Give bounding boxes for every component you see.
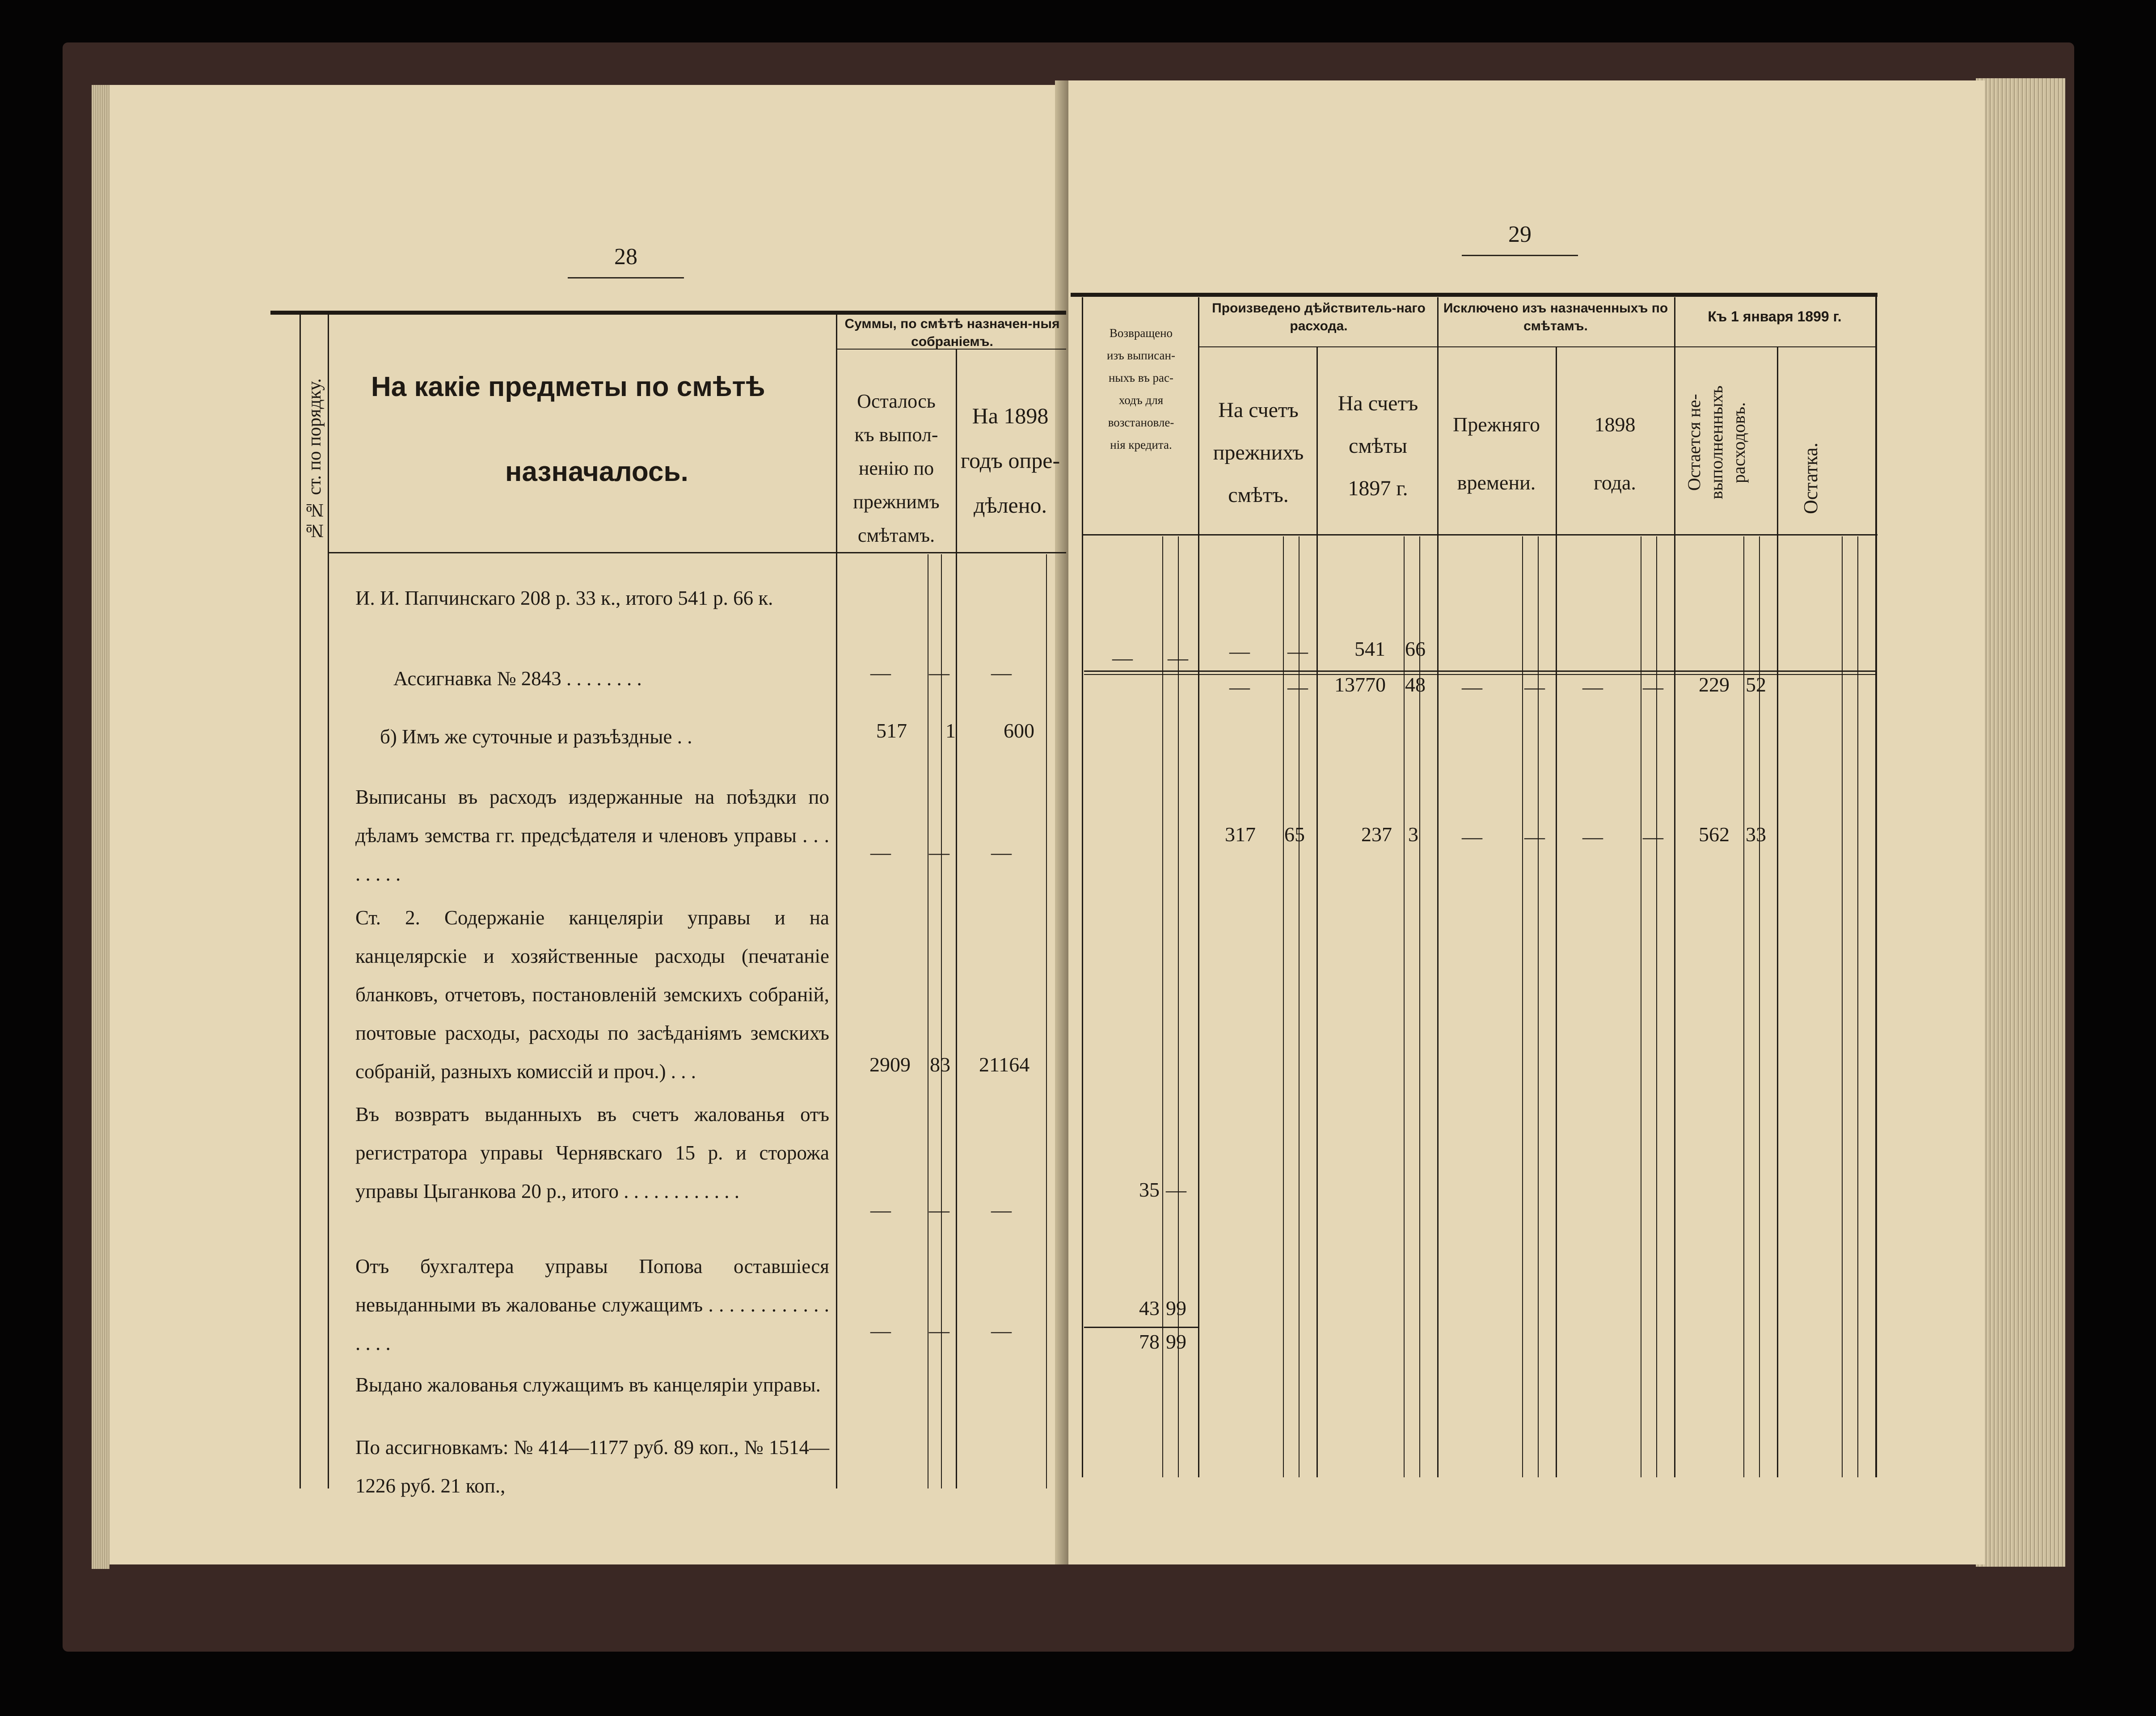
- col-no-header: №№ ст. по порядку.: [304, 378, 325, 541]
- cell-value: 83: [930, 1053, 950, 1076]
- col-divider: [1437, 297, 1439, 1477]
- cell-value: 33: [1746, 823, 1766, 846]
- col-divider: [1198, 297, 1199, 1477]
- cell-value: —: [1462, 825, 1482, 848]
- cell-value: 2909: [869, 1053, 911, 1076]
- cell-value: 541: [1354, 637, 1385, 660]
- cell-value: 3: [1408, 823, 1418, 846]
- subject-header-line1: На какіе предметы по смѣтѣ: [371, 371, 765, 402]
- col-divider: [1316, 346, 1318, 1477]
- cell-value: —: [1229, 675, 1250, 698]
- col-divider: [1674, 297, 1675, 1477]
- entry-text: Выдано жалованья служащимъ въ канцеляріи управы.: [355, 1374, 821, 1396]
- cell-value: 517: [876, 719, 907, 742]
- cell-value: 52: [1746, 673, 1766, 696]
- cell-value: 237: [1361, 823, 1392, 846]
- cell-value: 48: [1405, 673, 1426, 696]
- cell-value: —: [1643, 825, 1663, 848]
- cell-value: —: [991, 661, 1012, 684]
- cell-value: —: [1462, 675, 1482, 698]
- col-returned-header: Возвращено изъ выписан- ныхъ въ рас- ходъ для возстановле- нія кредита.: [1107, 326, 1175, 451]
- kop-divider: [1046, 554, 1047, 1488]
- entry-text: Отъ бухгалтера управы Попова оставшіеся невыданными въ жалованье служащимъ . . . . . . . . . . . . . . . .: [355, 1255, 829, 1354]
- cell-value: —: [929, 841, 949, 864]
- entry-text: Ст. 2. Содержаніе канцеляріи управы и на канцелярскіе и хозяйственные расходы (печатаніе бланковъ, отчетовъ, постановленій земскихъ собраній, почтовые расходы, расходы по засѣданіямъ земскихъ собраній, разныхъ комиссій и проч.) . . .: [355, 906, 829, 1083]
- col-divider: [1777, 346, 1778, 1477]
- cell-value: 317: [1225, 823, 1256, 846]
- sum-rule: [1084, 1327, 1198, 1328]
- cell-value: —: [1643, 675, 1663, 698]
- cell-value: —: [929, 661, 949, 684]
- cell-value: —: [1582, 675, 1603, 698]
- cell-value: 13770: [1334, 673, 1386, 696]
- cell-value: —: [1287, 675, 1308, 698]
- cell-value: —: [991, 1198, 1012, 1221]
- col-1898-header: На 1898 годъ опре- дѣлено.: [960, 403, 1060, 518]
- cell-value: —: [1112, 646, 1133, 669]
- col-divider: [300, 313, 301, 1488]
- kop-divider: [1162, 536, 1163, 1477]
- header-bottom-rule: [1082, 534, 1878, 535]
- excluded-group-header: Исключено изъ назначенныхъ по смѣтамъ.: [1443, 301, 1668, 333]
- cell-value: 562: [1699, 823, 1730, 846]
- cell-value: —: [991, 841, 1012, 864]
- cell-value: —: [1287, 640, 1308, 662]
- col-divider: [1082, 297, 1083, 1477]
- entry-text: И. И. Папчинскаго 208 р. 33 к., итого 541 р. 66 к.: [355, 587, 773, 609]
- cell-value: —: [870, 841, 891, 864]
- table-right-rule: [1875, 293, 1877, 1477]
- cell-value: —: [929, 1319, 949, 1342]
- page-number-rule: [568, 277, 684, 278]
- cell-value: —: [870, 1319, 891, 1342]
- cell-value: —: [1582, 825, 1603, 848]
- col-prev-time-header: Прежняго времени.: [1453, 413, 1540, 494]
- group-rule: [1199, 346, 1877, 347]
- kop-divider: [1842, 536, 1843, 1477]
- cell-value: 1: [945, 719, 956, 742]
- kop-divider: [1743, 536, 1744, 1477]
- entry-text: Ассигнавка № 2843 . . . . . . . .: [393, 667, 642, 690]
- col-unfulfilled-header: Остается не-выполненныхъ расходовъ.: [1684, 385, 1749, 500]
- cell-value: 65: [1284, 823, 1305, 846]
- cell-value: —: [870, 1198, 891, 1221]
- cell-value: 43: [1139, 1297, 1160, 1320]
- cell-value: 35: [1139, 1178, 1160, 1201]
- entry-text: б) Имъ же суточные и разъѣздные . .: [380, 725, 692, 748]
- cell-value: —: [1168, 646, 1188, 669]
- kop-divider: [1522, 536, 1523, 1477]
- cell-value: 66: [1405, 637, 1426, 660]
- entry-text: Выписаны въ расходъ издержанные на поѣздки по дѣламъ земства гг. предсѣдателя и членовъ управы . . . . . . . .: [355, 786, 829, 885]
- cell-value: —: [1166, 1178, 1186, 1201]
- col-divider: [1556, 346, 1557, 1477]
- cell-value: 21164: [979, 1053, 1030, 1076]
- cell-value: —: [1524, 675, 1545, 698]
- cell-value: —: [929, 1198, 949, 1221]
- cell-value: —: [1524, 825, 1545, 848]
- subject-header-line2: назначалось.: [505, 456, 688, 487]
- entry-text: Въ возвратъ выданныхъ въ счетъ жалованья отъ регистратора управы Чернявскаго 15 р. и сторожа управы Цыганкова 20 р., итого . . . . . . . . . . . .: [355, 1103, 829, 1202]
- kop-divider: [1283, 536, 1284, 1477]
- page-edges-left: [92, 85, 110, 1569]
- kop-divider: [941, 554, 942, 1488]
- col-prev-header: На счетъ прежнихъ смѣтъ.: [1213, 398, 1304, 507]
- jan-1899-group-header: Къ 1 января 1899 г.: [1708, 308, 1842, 325]
- col-remainder-header: Остатка.: [1800, 443, 1822, 514]
- table-top-rule: [270, 311, 1066, 315]
- cell-value: 229: [1699, 673, 1730, 696]
- col-divider: [836, 313, 837, 1488]
- kop-divider: [1857, 536, 1858, 1477]
- col-remained-header: Осталось къ выпол- ненію по прежнимъ смѣтамъ.: [853, 390, 940, 546]
- entry-text: По ассигновкамъ: № 414—1177 руб. 89 коп., № 1514—1226 руб. 21 коп.,: [355, 1436, 829, 1497]
- cell-value: 99: [1166, 1330, 1186, 1353]
- row-rule: [1084, 670, 1875, 672]
- cell-value: —: [870, 661, 891, 684]
- col-1897-header: На счетъ смѣты 1897 г.: [1337, 392, 1418, 500]
- cell-value: —: [991, 1319, 1012, 1342]
- page-number-rule: [1462, 255, 1578, 256]
- page-number: 29: [1508, 222, 1532, 247]
- cell-value: —: [1229, 640, 1250, 662]
- cell-value: 78: [1139, 1330, 1160, 1353]
- actual-expense-group-header: Произведено дѣйствитель-наго расхода.: [1212, 301, 1426, 333]
- page-number: 28: [614, 244, 637, 270]
- col-1898-year-header: 1898 года.: [1594, 413, 1636, 494]
- cell-value: 600: [1004, 719, 1034, 742]
- table-top-rule: [1071, 293, 1878, 297]
- cell-value: 99: [1166, 1297, 1186, 1320]
- kop-divider: [1404, 536, 1405, 1477]
- sums-group-header: Суммы, по смѣтѣ назначен-ныя собраніемъ.: [844, 316, 1060, 349]
- page-edges-right: [1976, 78, 2065, 1567]
- col-divider: [328, 313, 329, 1488]
